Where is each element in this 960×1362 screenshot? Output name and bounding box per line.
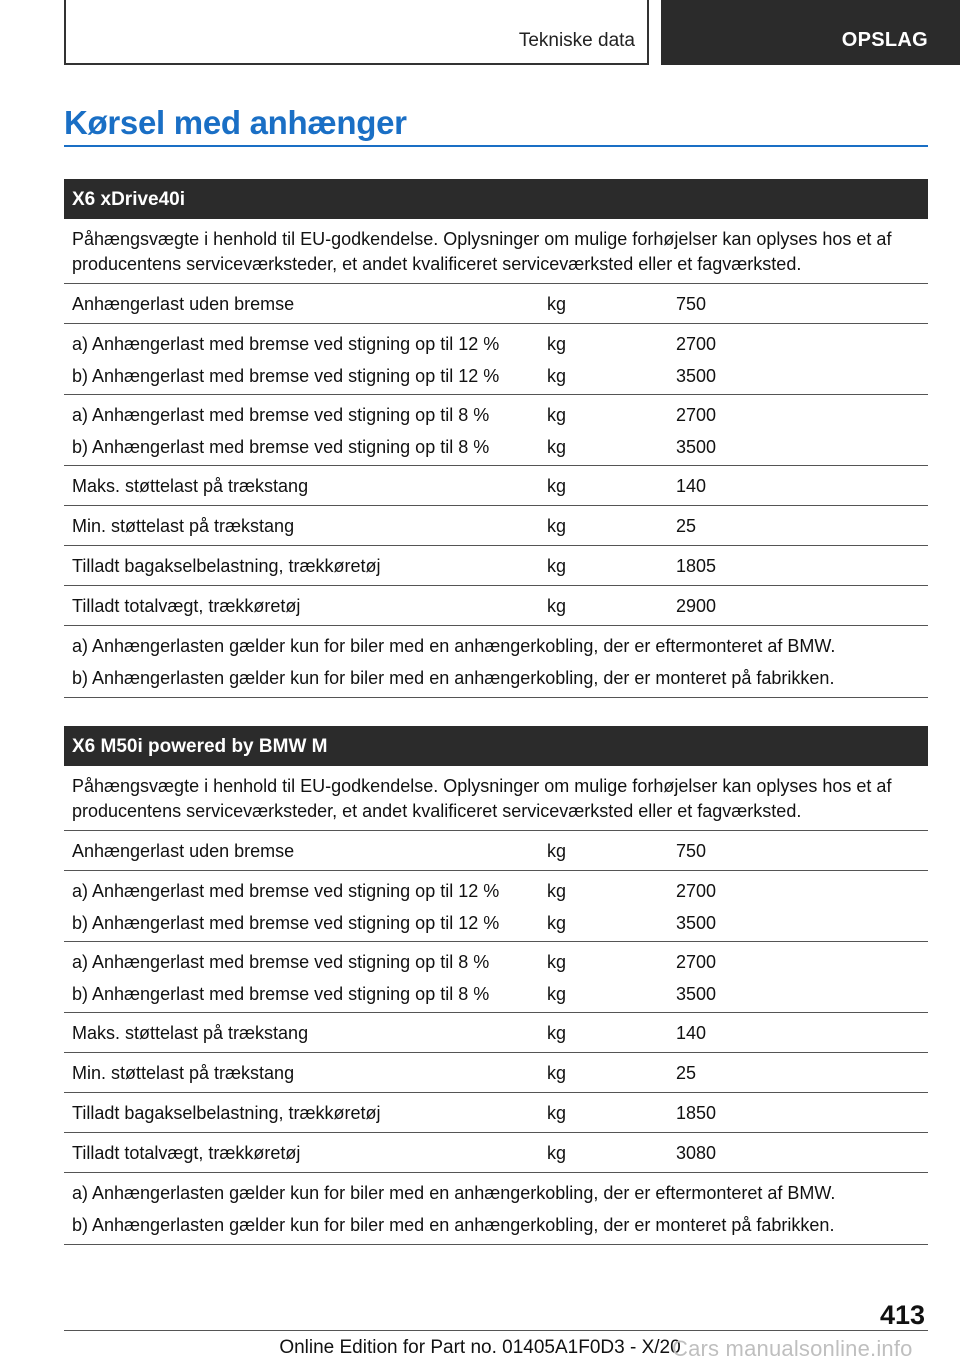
table-heading: X6 M50i powered by BMW M — [64, 726, 928, 766]
row-label: b) Anhængerlast med bremse ved stigning op til 12 % — [72, 366, 500, 386]
row-line — [64, 437, 928, 461]
row-label: Anhængerlast uden bremse — [72, 841, 295, 861]
footnote: b) Anhængerlasten gælder kun for biler med en anhængerkobling, der er monteret på fabrikken. — [72, 668, 835, 688]
row-line — [64, 1143, 928, 1167]
row-value: 2700 — [676, 952, 717, 972]
row-unit: kg — [547, 841, 567, 861]
table-row — [64, 1133, 928, 1173]
table-row — [64, 586, 928, 626]
row-label: a) Anhængerlast med bremse ved stigning op til 8 % — [72, 405, 490, 425]
row-unit: kg — [547, 405, 567, 425]
row-value: 1850 — [676, 1103, 717, 1123]
footnote: a) Anhængerlasten gælder kun for biler med en anhængerkobling, der er eftermonteret af BMW. — [72, 1183, 836, 1203]
row-label: a) Anhængerlast med bremse ved stigning op til 8 % — [72, 952, 490, 972]
table-row — [64, 546, 928, 586]
row-line — [64, 516, 928, 540]
watermark: Cars manualsonline.info — [672, 1336, 913, 1361]
row-line — [64, 1103, 928, 1127]
table-note: Påhængsvægte i henhold til EU-godkendelse. Oplysninger om mulige forhøjelser kan oplyses hos et af producentens serviceværksteder, et andet kvalificeret serviceværksted eller et fagværksted. — [64, 219, 928, 284]
row-line — [64, 366, 928, 390]
row-line — [64, 556, 928, 580]
table-row — [64, 1053, 928, 1093]
row-value: 2900 — [676, 596, 717, 616]
row-value: 2700 — [676, 881, 717, 901]
spec-table-x6-xdrive40i — [64, 179, 928, 698]
table-note: Påhængsvægte i henhold til EU-godkendelse. Oplysninger om mulige forhøjelser kan oplyses hos et af producentens serviceværksteder, et andet kvalificeret serviceværksted eller et fagværksted. — [64, 766, 928, 831]
row-label: Tilladt totalvægt, trækkøretøj — [72, 1143, 301, 1163]
page-title: Kørsel med anhænger — [64, 104, 407, 141]
page-number: 413 — [880, 1300, 926, 1330]
row-unit: kg — [547, 1023, 567, 1043]
row-label: Tilladt bagakselbelastning, trækkøretøj — [72, 556, 381, 576]
row-label: b) Anhængerlast med bremse ved stigning op til 8 % — [72, 984, 490, 1004]
row-line — [64, 952, 928, 976]
footnote: a) Anhængerlasten gælder kun for biler med en anhængerkobling, der er eftermonteret af BMW. — [72, 636, 836, 656]
row-value: 2700 — [676, 334, 717, 354]
footnote: b) Anhængerlasten gælder kun for biler med en anhængerkobling, der er monteret på fabrikken. — [72, 1215, 835, 1235]
row-unit: kg — [547, 913, 567, 933]
table-row — [64, 871, 928, 942]
row-unit: kg — [547, 1143, 567, 1163]
row-line — [64, 334, 928, 358]
row-line — [64, 841, 928, 865]
row-label: b) Anhængerlast med bremse ved stigning op til 12 % — [72, 913, 500, 933]
row-value: 2700 — [676, 405, 717, 425]
row-unit: kg — [547, 556, 567, 576]
row-unit: kg — [547, 984, 567, 1004]
row-value: 140 — [676, 476, 707, 496]
row-unit: kg — [547, 952, 567, 972]
row-unit: kg — [547, 437, 567, 457]
row-unit: kg — [547, 366, 567, 386]
footnotes — [64, 1173, 928, 1245]
footnotes — [64, 626, 928, 698]
row-label: Anhængerlast uden bremse — [72, 294, 295, 314]
row-value: 750 — [676, 841, 707, 861]
table-row — [64, 1013, 928, 1053]
table-row — [64, 506, 928, 546]
row-value: 1805 — [676, 556, 717, 576]
row-line — [64, 1023, 928, 1047]
row-value: 3500 — [676, 366, 717, 386]
row-line — [64, 881, 928, 905]
edition-text: Online Edition for Part no. 01405A1F0D3 - X/20 — [279, 1337, 681, 1358]
table-row — [64, 324, 928, 395]
row-value: 3500 — [676, 437, 717, 457]
row-label: a) Anhængerlast med bremse ved stigning op til 12 % — [72, 334, 500, 354]
row-label: Tilladt totalvægt, trækkøretøj — [72, 596, 301, 616]
row-label: b) Anhængerlast med bremse ved stigning op til 8 % — [72, 437, 490, 457]
spec-table-x6-m50i — [64, 726, 928, 1245]
row-value: 3080 — [676, 1143, 717, 1163]
table-row — [64, 466, 928, 506]
row-label: Maks. støttelast på trækstang — [72, 476, 309, 496]
row-value: 750 — [676, 294, 707, 314]
row-line — [64, 596, 928, 620]
row-unit: kg — [547, 334, 567, 354]
footer-rule — [64, 1330, 928, 1331]
row-unit: kg — [547, 294, 567, 314]
row-unit: kg — [547, 476, 567, 496]
row-value: 140 — [676, 1023, 707, 1043]
row-value: 25 — [676, 1063, 697, 1083]
row-line — [64, 984, 928, 1008]
tab-label: OPSLAG — [841, 29, 928, 51]
row-label: Maks. støttelast på trækstang — [72, 1023, 309, 1043]
title-rule — [64, 145, 928, 147]
row-unit: kg — [547, 596, 567, 616]
row-value: 3500 — [676, 984, 717, 1004]
table-row — [64, 942, 928, 1013]
row-unit: kg — [547, 1103, 567, 1123]
row-line — [64, 405, 928, 429]
row-label: Min. støttelast på trækstang — [72, 516, 295, 536]
section-label: Tekniske data — [518, 30, 635, 51]
table-heading: X6 xDrive40i — [64, 179, 928, 219]
table-row — [64, 1093, 928, 1133]
table-row — [64, 284, 928, 324]
row-value: 25 — [676, 516, 697, 536]
page-header — [0, 0, 960, 66]
section-box — [64, 0, 649, 65]
row-label: Min. støttelast på trækstang — [72, 1063, 295, 1083]
row-line — [64, 294, 928, 318]
row-value: 3500 — [676, 913, 717, 933]
row-unit: kg — [547, 1063, 567, 1083]
table-row — [64, 395, 928, 466]
row-line — [64, 1063, 928, 1087]
row-label: a) Anhængerlast med bremse ved stigning op til 12 % — [72, 881, 500, 901]
row-line — [64, 913, 928, 937]
row-unit: kg — [547, 516, 567, 536]
row-line — [64, 476, 928, 500]
row-unit: kg — [547, 881, 567, 901]
tab-opslag[interactable] — [661, 0, 960, 65]
row-label: Tilladt bagakselbelastning, trækkøretøj — [72, 1103, 381, 1123]
table-row — [64, 831, 928, 871]
